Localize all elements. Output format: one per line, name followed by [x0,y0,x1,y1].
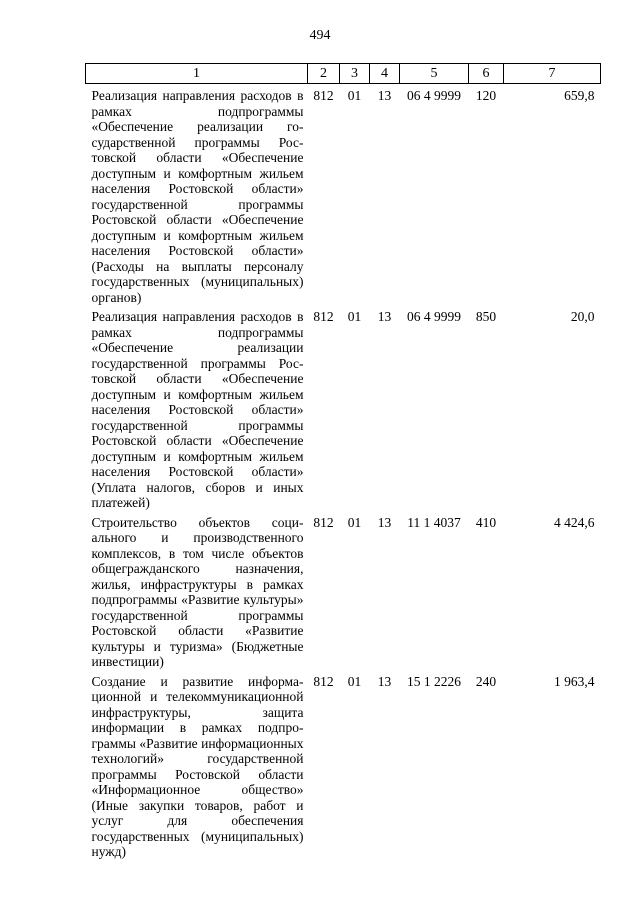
section-code: 01 [347,514,362,530]
header-col-4: 4 [370,64,400,84]
target-article-code: 11 1 4037 [407,514,461,530]
expense-type-code: 240 [475,673,497,689]
expense-type-code: 410 [475,514,497,530]
subsection-code: 13 [377,673,392,689]
page-number: 494 [309,28,331,43]
section-code: 01 [347,88,362,103]
header-col-7: 7 [504,64,601,84]
budget-table [85,63,601,860]
row-description: Реализация направления расходов в рамках подпрограммы «Обеспечение реализации государственной программы Ростовской области «Обеспечение доступным и комфортным жильем населения Ростовской области» государственной программы Ростовской области «Обеспечение доступным и комфортным жильем населения Ростовской области» (Уплата налогов, сборов и иных платежей) [91,309,304,510]
target-article-code: 06 4 9999 [407,309,461,324]
target-article-code: 06 4 9999 [407,88,461,103]
row-description: Создание и развитие информационной и телекоммуникационной инфраструктуры, защита информации в рамках подпрограммы «Развитие информационных технологий» государственной программы Ростовской области «Информационное общество» (Иные закупки товаров, работ и услуг для обеспечения государственных (муниципальных) нужд) [91,673,304,859]
subsection-code: 13 [377,514,392,530]
section-code: 01 [347,673,362,689]
ministry-code: 812 [313,309,334,324]
target-article-code: 15 1 2226 [407,673,461,689]
section-code: 01 [347,309,362,324]
table-header-row [86,64,601,84]
table-row [86,305,601,511]
subsection-code: 13 [377,88,392,103]
expense-type-code: 120 [475,88,497,103]
header-col-2: 2 [308,64,340,84]
row-description: Реализация направления расходов в рамках подпрограммы «Обеспечение реализации государственной программы Ростовской области «Обеспечение доступным и комфортным жильем населения Ростовской области» государственной программы Ростовской области «Обеспечение доступным и комфортным жильем населения Ростовской области» (Расходы на выплаты персоналу государственных (муниципальных) органов) [91,88,304,305]
amount: 4 424,6 [554,514,595,530]
table-row [86,511,601,670]
expense-type-code: 850 [475,309,497,324]
table-row [86,670,601,860]
amount: 20,0 [570,309,595,324]
amount: 659,8 [564,88,595,103]
ministry-code: 812 [313,673,334,689]
amount: 1 963,4 [554,673,595,689]
ministry-code: 812 [313,514,334,530]
header-col-6: 6 [469,64,504,84]
header-col-3: 3 [340,64,370,84]
row-description: Строительство объектов социального и производственного комплексов, в том числе объектов общегражданского назначения, жилья, инфраструктуры в рамках подпрограммы «Развитие культуры» государственной программы Ростовской области «Развитие культуры и туризма» (Бюджетные инвестиции) [91,514,304,669]
subsection-code: 13 [377,309,392,324]
table-row [86,84,601,306]
header-col-1: 1 [86,64,308,84]
header-col-5: 5 [400,64,469,84]
ministry-code: 812 [313,88,334,103]
